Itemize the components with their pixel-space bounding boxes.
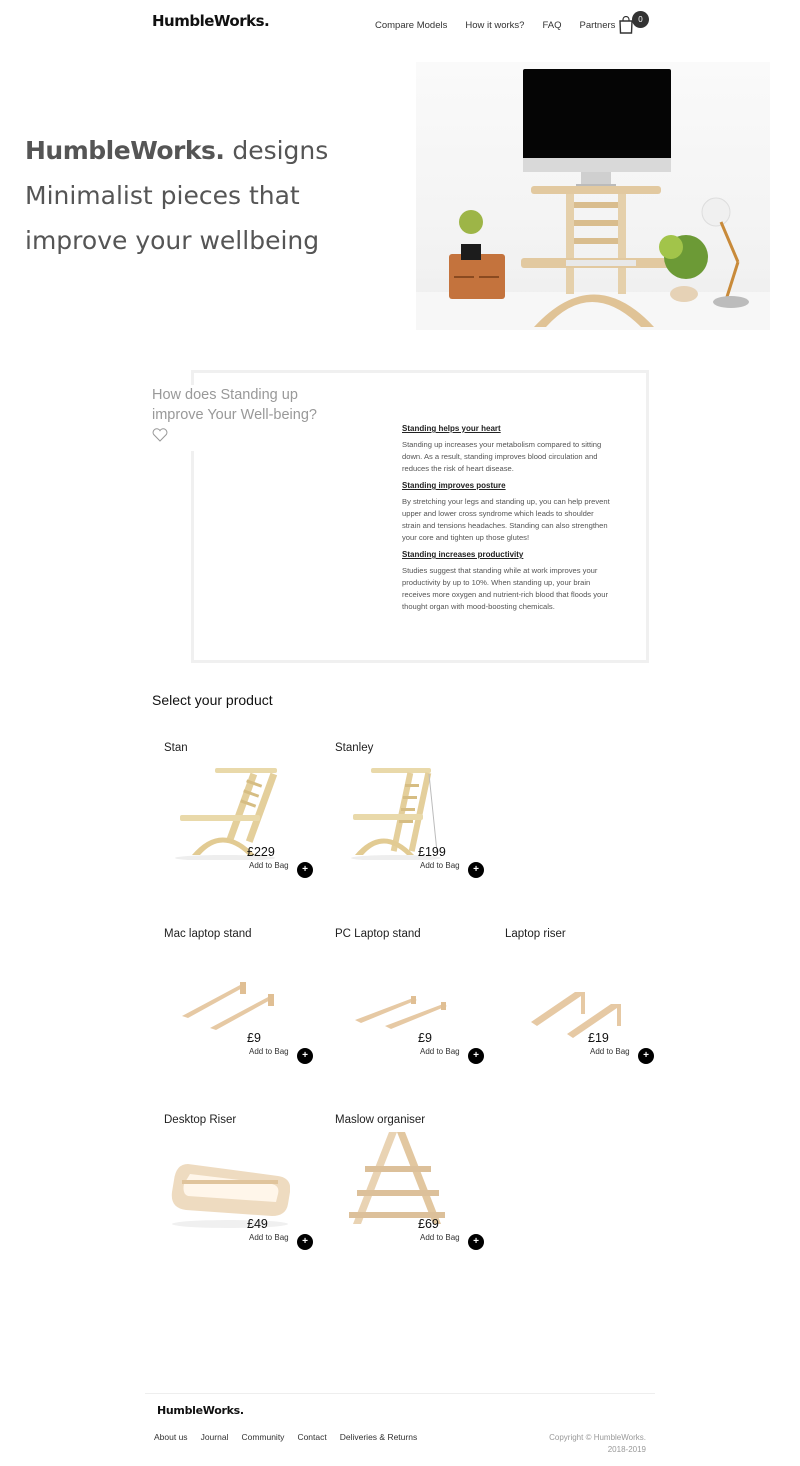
product-image	[160, 946, 290, 1046]
hero-image	[416, 62, 770, 330]
product-price: £49	[247, 1217, 268, 1231]
hero-brand: HumbleWorks.	[25, 136, 225, 165]
product-price: £9	[247, 1031, 261, 1045]
heart-icon[interactable]	[152, 428, 168, 442]
hero-line3: improve your wellbeing	[25, 226, 320, 255]
benefit-heading-heart: Standing helps your heart	[402, 424, 501, 433]
add-to-bag-button[interactable]: +	[297, 862, 313, 878]
hero-line1: designs	[224, 136, 329, 165]
hero-heading	[25, 128, 385, 263]
add-to-bag-label[interactable]: Add to Bag	[249, 1233, 289, 1242]
footer-link-deliveries-returns[interactable]: Deliveries & Returns	[339, 1432, 418, 1442]
add-to-bag-label[interactable]: Add to Bag	[590, 1047, 630, 1056]
nav-compare-models[interactable]: Compare Models	[375, 20, 448, 31]
footer-link-contact[interactable]: Contact	[297, 1432, 327, 1442]
product-price: £229	[247, 845, 275, 859]
wellbeing-benefits	[402, 424, 612, 619]
add-to-bag-button[interactable]: +	[468, 1048, 484, 1064]
copyright-line1: Copyright © HumbleWorks.	[549, 1433, 646, 1442]
add-to-bag-label[interactable]: Add to Bag	[420, 861, 460, 870]
add-to-bag-button[interactable]: +	[468, 862, 484, 878]
product-card-laptop-riser[interactable]	[493, 928, 653, 1088]
nav-how-it-works[interactable]: How it works?	[465, 20, 525, 31]
product-image	[331, 946, 461, 1046]
select-product-title: Select your product	[152, 692, 273, 708]
product-card-pc-laptop-stand[interactable]	[323, 928, 483, 1088]
copyright-line2: 2018-2019	[607, 1445, 646, 1454]
product-name: Maslow organiser	[335, 1114, 426, 1126]
benefit-heading-posture: Standing improves posture	[402, 481, 506, 490]
product-card-desktop-riser[interactable]	[152, 1114, 312, 1274]
footer-link-about-us[interactable]: About us	[154, 1432, 188, 1442]
product-price: £199	[418, 845, 446, 859]
product-name: Mac laptop stand	[164, 928, 252, 940]
nav-faq[interactable]: FAQ	[542, 20, 562, 31]
product-card-stanley[interactable]	[323, 742, 483, 902]
wellbeing-title: How does Standing up improve Your Well-being?	[152, 385, 342, 451]
product-name: Stanley	[335, 742, 374, 754]
product-card-stan[interactable]	[152, 742, 312, 902]
product-image	[501, 946, 631, 1046]
footer-nav	[154, 1432, 430, 1442]
add-to-bag-button[interactable]: +	[297, 1048, 313, 1064]
footer-divider	[145, 1393, 655, 1394]
product-name: PC Laptop stand	[335, 928, 421, 940]
footer-logo[interactable]: HumbleWorks.	[157, 1404, 244, 1417]
product-price: £9	[418, 1031, 432, 1045]
add-to-bag-label[interactable]: Add to Bag	[420, 1047, 460, 1056]
product-image	[331, 1132, 461, 1232]
footer-link-journal[interactable]: Journal	[200, 1432, 229, 1442]
product-card-mac-laptop-stand[interactable]	[152, 928, 312, 1088]
hero-line2: Minimalist pieces that	[25, 181, 300, 210]
benefit-body-posture: By stretching your legs and standing up, you can help prevent upper and lower cross syndrome which leads to shoulder strain and tensions headaches. Standing can also strengthen your core and tighten up those glutes!	[402, 497, 610, 542]
product-name: Stan	[164, 742, 188, 754]
product-price: £19	[588, 1031, 609, 1045]
product-card-maslow-organiser[interactable]	[323, 1114, 483, 1274]
benefit-body-heart: Standing up increases your metabolism compared to sitting down. As a result, standing improves blood circulation and reduces the risk of heart disease.	[402, 440, 602, 473]
add-to-bag-label[interactable]: Add to Bag	[249, 1047, 289, 1056]
product-price: £69	[418, 1217, 439, 1231]
product-image	[160, 1132, 290, 1232]
product-name: Desktop Riser	[164, 1114, 237, 1126]
cart-count-badge[interactable]: 0	[632, 11, 649, 28]
add-to-bag-label[interactable]: Add to Bag	[249, 861, 289, 870]
site-logo[interactable]: HumbleWorks.	[152, 12, 270, 30]
add-to-bag-button[interactable]: +	[638, 1048, 654, 1064]
add-to-bag-button[interactable]: +	[297, 1234, 313, 1250]
add-to-bag-button[interactable]: +	[468, 1234, 484, 1250]
copyright	[520, 1432, 646, 1456]
benefit-heading-productivity: Standing increases productivity	[402, 550, 524, 559]
footer-link-community[interactable]: Community	[241, 1432, 285, 1442]
product-name: Laptop riser	[505, 928, 566, 940]
add-to-bag-label[interactable]: Add to Bag	[420, 1233, 460, 1242]
benefit-body-productivity: Studies suggest that standing while at work improves your productivity by up to 10%. When standing up, your brain receives more oxygen and nutrient-rich blood that floods your thought organ with mood-boosting chemicals.	[402, 566, 608, 611]
nav-partners[interactable]: Partners	[579, 20, 616, 31]
main-nav	[375, 20, 633, 31]
